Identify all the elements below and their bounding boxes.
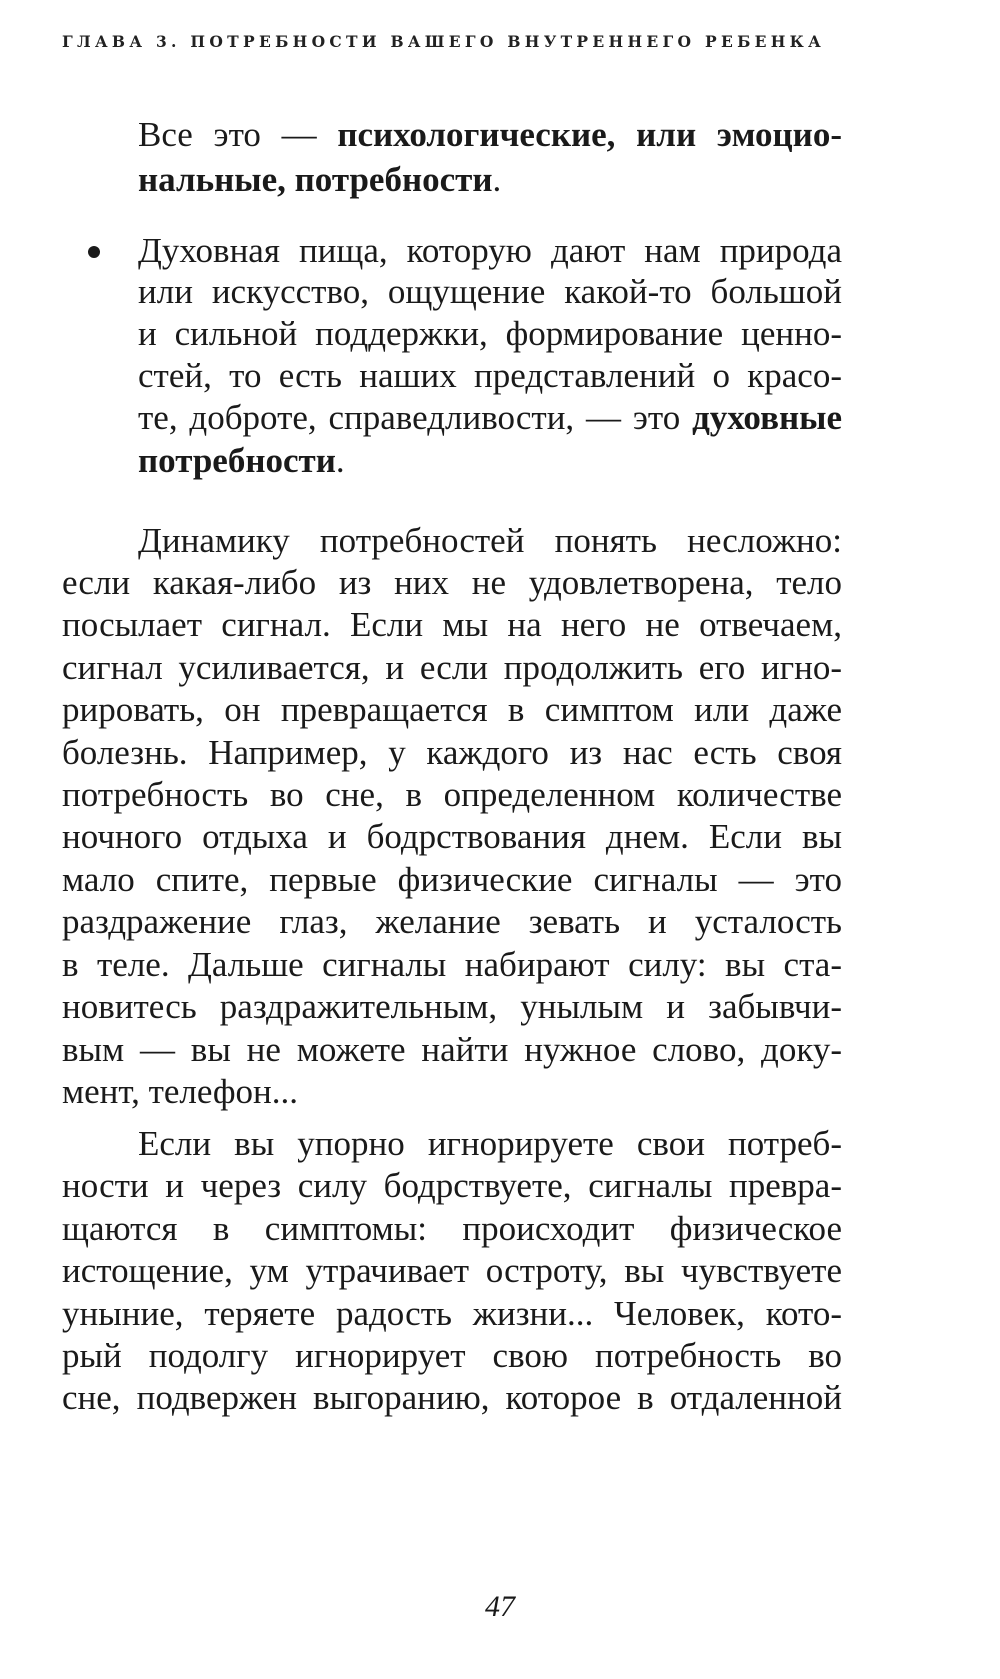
text-line: [138, 439, 842, 483]
text-line: или искусство, ощущение какой-то большой: [138, 272, 842, 311]
text-line: Духовная пища, которую дают нам природа: [138, 231, 842, 270]
bold-term: психологические, или эмоцио-: [337, 115, 842, 154]
text-line: [138, 396, 842, 440]
text-line: мент, телефон...: [62, 1072, 298, 1111]
text-line: и сильной поддержки, формирование ценно-: [138, 314, 842, 353]
text-line: [138, 158, 842, 202]
text-line: уныние, теряете радость жизни... Человек, кото-: [62, 1294, 842, 1333]
text-line: новитесь раздражительным, унылым и забывчи-: [62, 987, 842, 1026]
text-line: Если вы упорно игнорируете свои потреб-: [138, 1124, 842, 1163]
text-line: рый подолгу игнорирует свою потребность во: [62, 1336, 842, 1375]
text-line: посылает сигнал. Если мы на него не отвечаем,: [62, 605, 842, 644]
text-run: .: [492, 160, 502, 199]
text-line: [138, 113, 842, 157]
text-line: вым — вы не можете найти нужное слово, доку-: [62, 1030, 842, 1069]
bold-term: нальные, потребности: [138, 160, 493, 199]
bold-term: духовные: [692, 398, 842, 437]
text-line: стей, то есть наших представлений о красо-: [138, 356, 842, 395]
text-line: щаются в симптомы: происходит физическое: [62, 1209, 842, 1248]
running-header: ГЛАВА 3. ПОТРЕБНОСТИ ВАШЕГО ВНУТРЕННЕГО РЕБЕНКА: [62, 32, 825, 51]
text-line: рировать, он превращается в симптом или даже: [62, 690, 842, 729]
bullet-icon: [88, 246, 100, 258]
text-line: болезнь. Например, у каждого из нас есть своя: [62, 733, 842, 772]
text-line: потребность во сне, в определенном количестве: [62, 775, 842, 814]
text-run: те, доброте, справедливости, — это: [138, 398, 693, 437]
text-line: если какая-либо из них не удовлетворена, тело: [62, 563, 842, 602]
text-line: сигнал усиливается, и если продолжить его игно-: [62, 648, 842, 687]
text-line: мало спите, первые физические сигналы — это: [62, 860, 842, 899]
page-number: 47: [485, 1590, 515, 1623]
text-line: Динамику потребностей понять несложно:: [138, 521, 842, 560]
text-line: ности и через силу бодрствуете, сигналы превра-: [62, 1166, 842, 1205]
text-line: раздражение глаз, желание зевать и усталость: [62, 902, 842, 941]
text-line: истощение, ум утрачивает остроту, вы чувствуете: [62, 1251, 842, 1290]
text-line: сне, подвержен выгоранию, которое в отдаленной: [62, 1378, 842, 1417]
text-line: в теле. Дальше сигналы набирают силу: вы ста-: [62, 945, 842, 984]
text-run: .: [335, 441, 345, 480]
bold-term: потребности: [138, 441, 336, 480]
text-run: Все это —: [138, 115, 338, 154]
text-line: ночного отдыха и бодрствования днем. Если вы: [62, 817, 842, 856]
